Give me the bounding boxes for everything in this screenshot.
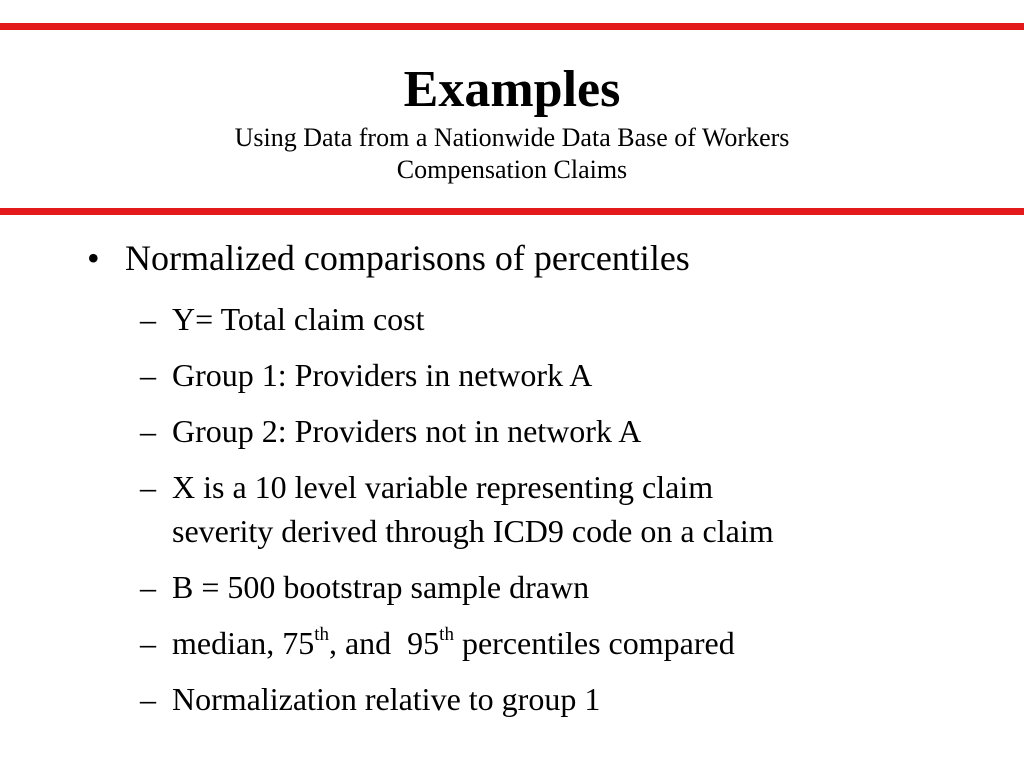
main-bullet-text: Normalized comparisons of percentiles [125,238,690,278]
sub-item-text [172,621,1000,665]
sub-item-text: Group 1: Providers in network A [172,357,593,393]
title-block [0,58,1024,186]
sub-item-percentiles [140,621,1000,665]
sub-item-text: B = 500 bootstrap sample drawn [172,569,590,605]
subtitle-line-2: Compensation Claims [396,155,628,184]
dash-mark: – [140,301,156,337]
sub-item-bootstrap [140,565,1000,609]
sub-item-group-1 [140,353,1000,397]
sub-bullet-list [140,297,1000,733]
text-part: median, 75 [172,625,315,661]
bottom-red-rule [0,208,1024,215]
main-bullet [87,236,690,280]
slide-subtitle [0,122,1024,186]
sub-item-text-line-2: severity derived through ICD9 code on a claim [172,513,774,549]
dash-mark: – [140,681,156,717]
sub-item-group-2 [140,409,1000,453]
bullet-mark: • [87,238,100,278]
sub-item-text: Y= Total claim cost [172,301,425,337]
superscript-th: th [439,624,454,645]
sub-item-text: Normalization relative to group 1 [172,681,601,717]
superscript-th: th [314,624,329,645]
sub-item-text-line-1: X is a 10 level variable representing claim [172,469,714,505]
text-part: , and 95 [328,625,440,661]
dash-mark: – [140,625,156,661]
sub-item-x-variable [140,465,1000,553]
sub-item-normalization [140,677,1000,721]
dash-mark: – [140,469,156,505]
sub-item-total-claim-cost [140,297,1000,341]
subtitle-line-1: Using Data from a Nationwide Data Base of Workers [234,123,790,152]
sub-item-text: Group 2: Providers not in network A [172,413,642,449]
top-red-rule [0,23,1024,30]
dash-mark: – [140,357,156,393]
dash-mark: – [140,413,156,449]
dash-mark: – [140,569,156,605]
text-part: percentiles compared [453,625,735,661]
slide-title: Examples [403,61,621,118]
